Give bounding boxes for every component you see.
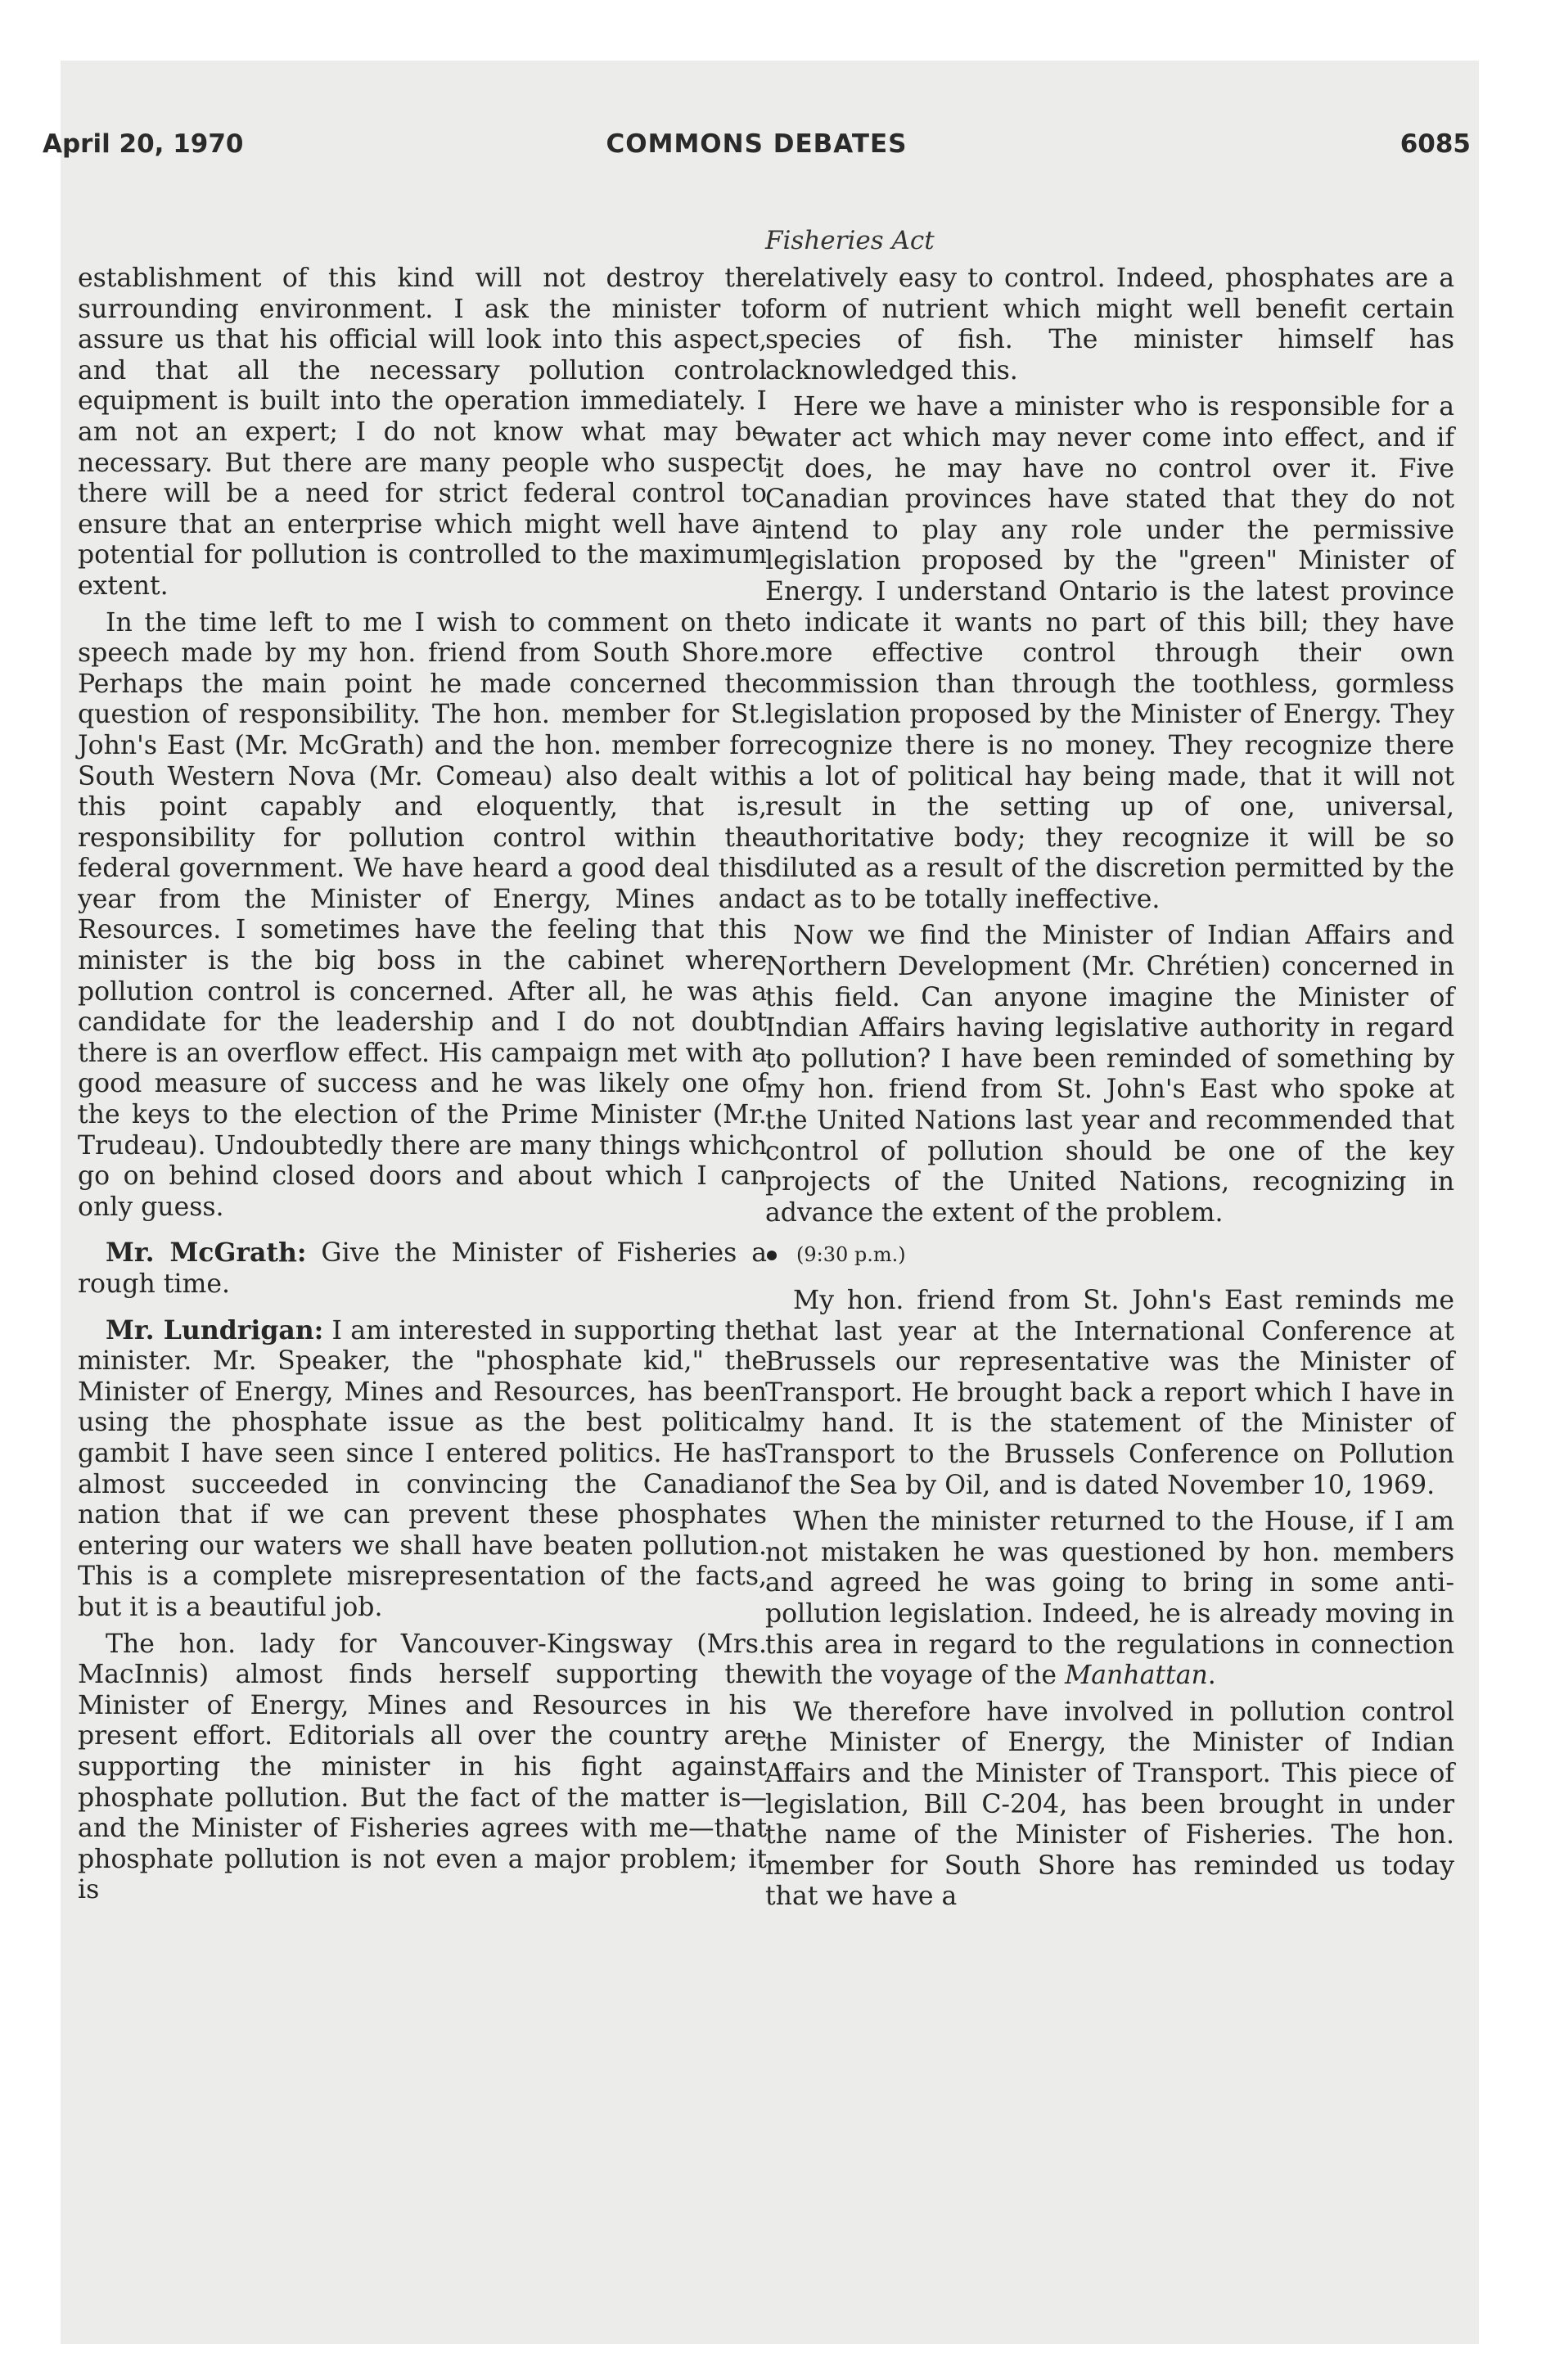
paragraph: My hon. friend from St. John's East reminds me that last year at the International Conference at Brussels our representative was the Minister of Transport. He brought back a report which I have in my hand. It is the statement of the Minister of Transport to the Brussels Conference on Pollution of the Sea by Oil, and is dated November 10, 1969. <box>765 1286 1454 1500</box>
page-number: 6085 <box>1400 129 1471 159</box>
speaker-name: Mr. McGrath: <box>106 1237 307 1269</box>
paragraph <box>78 1315 767 1624</box>
paragraph <box>78 1237 767 1300</box>
ship-name: Manhattan <box>1065 1661 1208 1691</box>
speech-text: Give the Minister of Fisheries a rough time. <box>78 1238 768 1299</box>
speaker-name: Mr. Lundrigan: <box>106 1314 324 1346</box>
paragraph: relatively easy to control. Indeed, phosphates are a form of nutrient which might well benefit certain species of fish. The minister himself has acknowledged this. <box>765 264 1454 385</box>
header-title: COMMONS DEBATES <box>606 129 908 159</box>
page-header <box>43 129 1471 165</box>
paragraph: In the time left to me I wish to comment on the speech made by my hon. friend from South Shore. Perhaps the main point he made concerned the question of responsibility. The hon. member for St. John's East (Mr. McGrath) and the hon. member for South Western Nova (Mr. Comeau) also dealt with this point capably and eloquently, that is, responsibility for pollution control within the federal government. We have heard a good deal this year from the Minister of Energy, Mines and Resources. I sometimes have the feeling that this minister is the big boss in the cabinet where pollution control is concerned. After all, he was a candidate for the leadership and I do not doubt there is an overflow effect. His campaign met with a good measure of success and he was likely one of the keys to the election of the Prime Minister (Mr. Trudeau). Undoubtedly there are many things which go on behind closed doors and about which I can only guess. <box>78 607 767 1222</box>
right-column <box>765 264 1454 1918</box>
paragraph <box>765 1507 1454 1692</box>
bullet-icon <box>767 1251 777 1260</box>
section-subhead: Fisheries Act <box>765 226 935 255</box>
paragraph: Now we find the Minister of Indian Affairs and Northern Development (Mr. Chrétien) concerned in this field. Can anyone imagine the Minister of Indian Affairs having legislative authority in regard to pollution? I have been reminded of something by my hon. friend from St. John's East who spoke at the United Nations last year and recommended that control of pollution should be one of the key projects of the United Nations, recognizing in advance the extent of the problem. <box>765 921 1454 1228</box>
paragraph-text: When the minister returned to the House, if I am not mistaken he was questioned by hon. members and agreed he was going to bring in some anti-pollution legislation. Indeed, he is already moving in this area in regard to the regulations in connection with the voyage of the <box>765 1507 1454 1691</box>
speech-text: I am interested in supporting the minister. Mr. Speaker, the "phosphate kid," the Minister of Energy, Mines and Resources, has been using the phosphate issue as the best political gambit I have seen since I entered politics. He has almost succeeded in convincing the Canadian nation that if we can prevent these phosphates entering our waters we shall have beaten pollution. This is a complete misrepresentation of the facts, but it is a beautiful job. <box>78 1315 767 1622</box>
paragraph-text-end: . <box>1207 1661 1216 1691</box>
paragraph: establishment of this kind will not destroy the surrounding environment. I ask the minister to assure us that his official will look into this aspect, and that all the necessary pollution control equipment is built into the operation immediately. I am not an expert; I do not know what may be necessary. But there are many people who suspect there will be a need for strict federal control to ensure that an enterprise which might well have a potential for pollution is controlled to the maximum extent. <box>78 264 767 601</box>
header-date: April 20, 1970 <box>43 129 244 159</box>
paragraph: The hon. lady for Vancouver-Kingsway (Mrs. MacInnis) almost finds herself supporting the Minister of Energy, Mines and Resources in his present effort. Editorials all over the country are supporting the minister in his fight against phosphate pollution. But the fact of the matter is—and the Minister of Fisheries agrees with me—that phosphate pollution is not even a major problem; it is <box>78 1629 767 1905</box>
paragraph: We therefore have involved in pollution control the Minister of Energy, the Minister of Indian Affairs and the Minister of Transport. This piece of legislation, Bill C-204, has been brought in under the name of the Minister of Fisheries. The hon. member for South Shore has reminded us today that we have a <box>765 1697 1454 1912</box>
time-marker-text: (9:30 p.m.) <box>796 1243 906 1267</box>
left-column <box>78 264 767 1912</box>
paragraph: Here we have a minister who is responsible for a water act which may never come into effect, and if it does, he may have no control over it. Five Canadian provinces have stated that they do not intend to play any role under the permissive legislation proposed by the "green" Minister of Energy. I understand Ontario is the latest province to indicate it wants no part of this bill; they have more effective control through their own commission than through the toothless, gormless legislation proposed by the Minister of Energy. They recognize there is no money. They recognize there is a lot of political hay being made, that it will not result in the setting up of one, universal, authoritative body; they recognize it will be so diluted as a result of the discretion permitted by the act as to be totally ineffective. <box>765 392 1454 914</box>
time-marker <box>765 1240 1454 1271</box>
